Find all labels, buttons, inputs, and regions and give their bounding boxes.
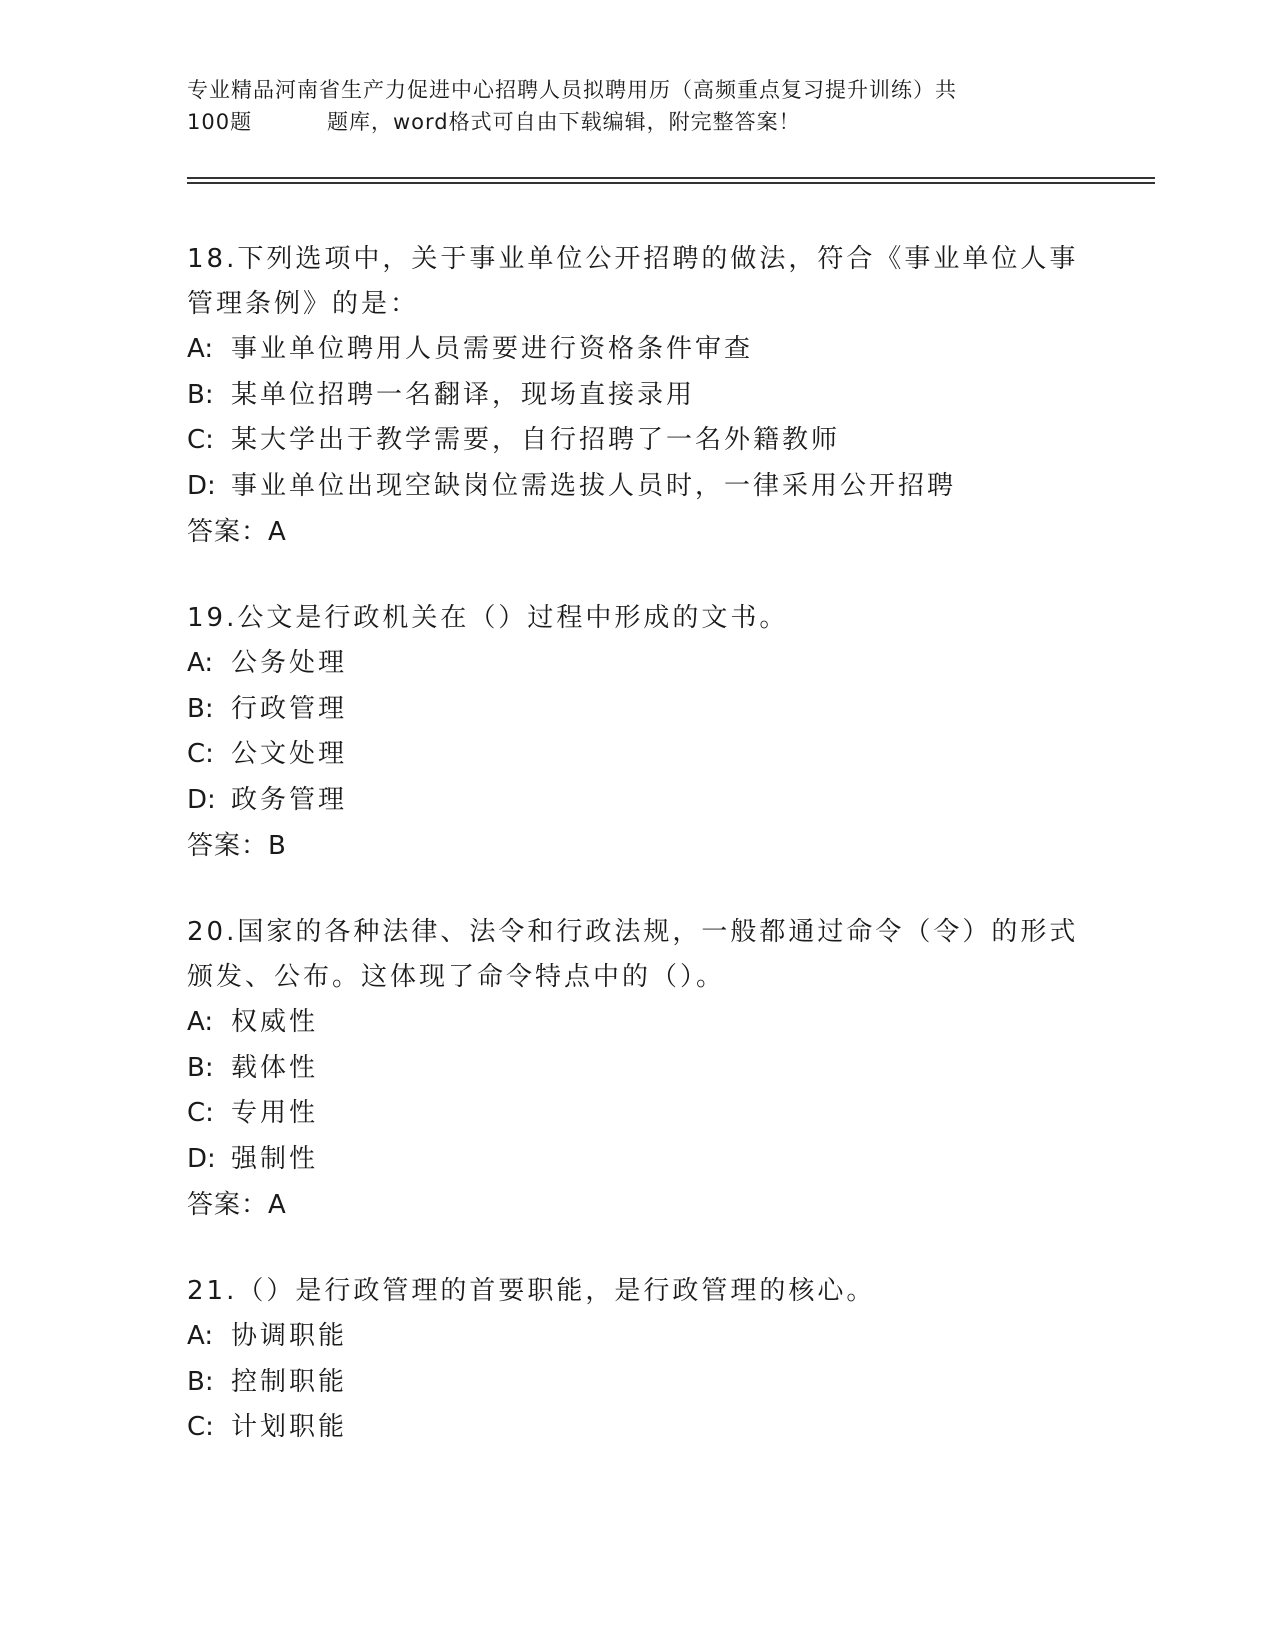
answer-value: A	[268, 1190, 287, 1220]
option-b	[187, 373, 1107, 419]
option-key: D:	[187, 1143, 216, 1174]
header-question-count: 100题	[187, 110, 253, 134]
question-stem: 20.国家的各种法律、法令和行政法规，一般都通过命令（令）的形式颁发、公布。这体现了命令特点中的（）。	[187, 917, 1079, 992]
header-title-line2	[187, 106, 1087, 138]
option-text: 某单位招聘一名翻译，现场直接录用	[231, 379, 696, 410]
option-a	[187, 641, 1107, 687]
option-key: A:	[187, 334, 214, 364]
option-text: 协调职能	[231, 1321, 348, 1351]
option-text: 强制性	[231, 1143, 319, 1174]
option-b	[187, 687, 1107, 733]
header-description: 题库，word格式可自由下载编辑，附完整答案！	[327, 110, 801, 134]
option-key: A:	[187, 1007, 214, 1037]
option-text: 控制职能	[231, 1366, 348, 1397]
option-d	[187, 778, 1107, 824]
option-key: C:	[187, 739, 214, 769]
answer-label: 答案：	[187, 831, 269, 861]
question-stem: 19.公文是行政机关在（）过程中形成的文书。	[187, 603, 789, 633]
option-text: 权威性	[231, 1007, 319, 1037]
answer-label: 答案：	[187, 517, 269, 547]
answer-line	[187, 823, 1107, 869]
option-text: 行政管理	[231, 693, 348, 724]
question-stem: 21.（）是行政管理的首要职能，是行政管理的核心。	[187, 1276, 876, 1306]
option-text: 事业单位出现空缺岗位需选拔人员时，一律采用公开招聘	[231, 470, 957, 501]
option-key: A:	[187, 648, 214, 678]
option-text: 事业单位聘用人员需要进行资格条件审查	[231, 334, 754, 364]
option-text: 载体性	[231, 1052, 319, 1083]
document-header	[187, 74, 1087, 138]
option-key: D:	[187, 470, 216, 501]
answer-line	[187, 1182, 1107, 1228]
option-d	[187, 1137, 1107, 1183]
question-20	[187, 910, 1107, 1228]
option-key: A:	[187, 1321, 214, 1351]
option-text: 公务处理	[231, 648, 348, 678]
question-21	[187, 1269, 1107, 1451]
option-key: C:	[187, 1412, 214, 1442]
header-title-line1: 专业精品河南省生产力促进中心招聘人员拟聘用历（高频重点复习提升训练）共	[187, 78, 957, 102]
option-c	[187, 732, 1107, 778]
option-a	[187, 1314, 1107, 1360]
answer-value: A	[268, 517, 287, 547]
option-a	[187, 1000, 1107, 1046]
option-a	[187, 327, 1107, 373]
option-b	[187, 1046, 1107, 1092]
option-text: 计划职能	[231, 1412, 348, 1442]
option-key: B:	[187, 379, 214, 410]
option-b	[187, 1360, 1107, 1406]
answer-value: B	[268, 831, 287, 861]
question-stem: 18.下列选项中，关于事业单位公开招聘的做法，符合《事业单位人事管理条例》的是：	[187, 244, 1079, 319]
option-key: C:	[187, 1098, 214, 1128]
question-18	[187, 237, 1107, 555]
answer-line	[187, 509, 1107, 555]
option-key: D:	[187, 784, 216, 815]
question-19	[187, 596, 1107, 869]
option-c	[187, 1091, 1107, 1137]
answer-label: 答案：	[187, 1190, 269, 1220]
header-divider-bottom	[187, 182, 1155, 184]
option-key: B:	[187, 1052, 214, 1083]
question-list	[187, 237, 1107, 1492]
option-key: B:	[187, 693, 214, 724]
option-text: 某大学出于教学需要，自行招聘了一名外籍教师	[231, 425, 841, 455]
header-divider-top	[187, 177, 1155, 179]
option-key: C:	[187, 425, 214, 455]
option-text: 专用性	[231, 1098, 319, 1128]
option-c	[187, 1405, 1107, 1451]
option-d	[187, 464, 1107, 510]
option-text: 公文处理	[231, 739, 348, 769]
option-text: 政务管理	[231, 784, 348, 815]
option-key: B:	[187, 1366, 214, 1397]
option-c	[187, 418, 1107, 464]
